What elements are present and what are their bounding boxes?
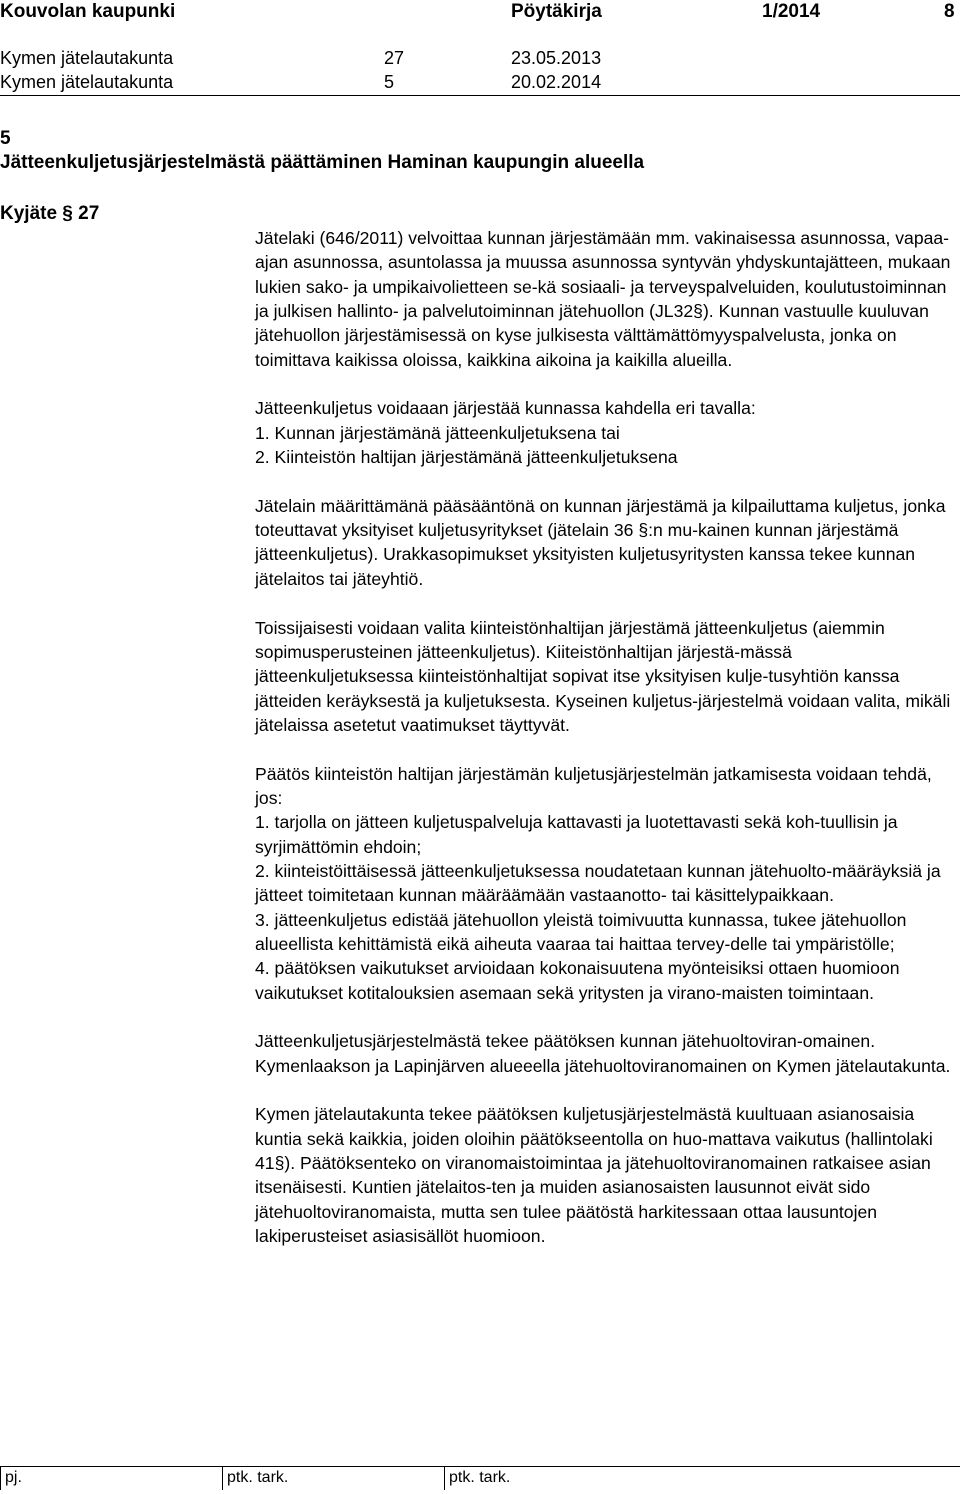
meta-row bbox=[0, 46, 960, 70]
footer-chair: pj. bbox=[0, 1466, 22, 1490]
body-paragraph: Jätelain määrittämänä pääsääntönä on kunnan järjestämä ja kilpailuttama kuljetus, jonka toteuttavat yksityiset kuljetusyritykset (jätelain 36 §:n mu-kainen kunnan järjestämä jätteenkuljetus). Urakkasopimukset yksityisten kuljetusyritysten kanssa tekee kunnan jätelaitos tai jäteyhtiö. bbox=[255, 495, 946, 589]
paragraph-gap bbox=[255, 737, 955, 761]
body-paragraph: 1. Kunnan järjestämänä jätteenkuljetuksena tai bbox=[255, 422, 620, 443]
paragraph-gap bbox=[255, 372, 955, 396]
document-number: 1/2014 bbox=[762, 1, 821, 22]
paragraph-gap bbox=[255, 591, 955, 615]
body-paragraph: 2. kiinteistöittäisessä jätteenkuljetuksessa noudatetaan kunnan jätehuolto-määräyksiä ja jätteet toimitetaan kunnan määräämään vastaanotto- tai käsittelypaikkaan. bbox=[255, 860, 941, 906]
body-paragraph: 4. päätöksen vaikutukset arvioidaan kokonaisuutena myönteisiksi ottaen huomioon vaikutukset kotitalouksien asemaan sekä yritysten ja virano-maisten toimintaan. bbox=[255, 958, 900, 1003]
section-number: 5 bbox=[0, 128, 11, 149]
meta-section: 5 bbox=[384, 72, 395, 92]
body-text bbox=[255, 226, 955, 1248]
meta-date: 20.02.2014 bbox=[511, 72, 602, 92]
meta-body: Kymen jätelautakunta bbox=[0, 48, 174, 68]
body-paragraph: Jätelaki (646/2011) velvoittaa kunnan järjestämään mm. vakinaisessa asunnossa, vapaa-ajan asunnossa, asuntolassa ja muussa asunnossa syntyvän yhdyskuntajätteen, mukaan lukien sako- ja umpikaivolietteen se-kä sosiaali- ja terveyspalveluiden, koulutustoiminnan ja julkisen hallinto- ja palvelutoiminnan jätehuollon (JL32§). Kunnan vastuulle kuuluvan jätehuollon järjestämisessä on kyse julkisesta välttämättömyyspalvelusta, jonka on toimittava kaikissa oloissa, kaikkina aikoina ja kaikilla alueilla. bbox=[255, 228, 951, 370]
meta-body: Kymen jätelautakunta bbox=[0, 72, 174, 92]
paragraph-gap bbox=[255, 1005, 955, 1029]
header-divider bbox=[0, 95, 960, 96]
city-name: Kouvolan kaupunki bbox=[0, 1, 176, 22]
body-paragraph: Kymen jätelautakunta tekee päätöksen kuljetusjärjestelmästä kuultuaan asianosaisia kuntia sekä kaikkia, joiden oloihin päätökseentolla on huo-mattava vaikutus (hallintolaki 41§). Päätöksenteko on viranomaistoimintaa ja jätehuoltoviranomainen ratkaisee asian itsenäisesti. Kuntien jätelaitos-ten ja muiden asianosaisten lausunnot eivät sido jätehuoltoviranomaista, mutta sen tulee päätöstä harkitessaan ottaa lausuntojen lakiperusteiset asiasisällöt huomioon. bbox=[255, 1104, 933, 1247]
body-paragraph: 1. tarjolla on jätteen kuljetuspalveluja kattavasti ja luotettavasti sekä koh-tuullisin ja syrjimättömin ehdoin; bbox=[255, 812, 898, 857]
meta-row bbox=[0, 70, 960, 94]
footer-checker-1: ptk. tark. bbox=[222, 1466, 288, 1490]
footer-checker-2: ptk. tark. bbox=[444, 1466, 510, 1490]
document-type: Pöytäkirja bbox=[511, 1, 602, 22]
body-paragraph: Toissijaisesti voidaan valita kiinteistönhaltijan järjestämä jätteenkuljetus (aiemmin sopimusperusteinen jätteenkuljetus). Kiiteistönhaltijan järjestä-mässä jätteenkuljetuksessa kiinteistönhaltijat sopivat itse yksityisen kulje-tusyhtiön kanssa jätteiden keräyksestä ja kuljetuksesta. Kyseinen kuljetus-järjestelmä voidaan valita, mikäli jätelaissa asetetut vaatimukset täyttyvät. bbox=[255, 617, 951, 735]
body-paragraph: Jätteenkuljetusjärjestelmästä tekee päätöksen kunnan jätehuoltoviran-omainen. Kymenlaakson ja Lapinjärven alueeella jätehuoltoviranomainen on Kymen jätelautakunta. bbox=[255, 1031, 951, 1076]
section-reference: Kyjäte § 27 bbox=[0, 203, 100, 224]
page-header bbox=[0, 0, 960, 24]
page-number: 8 bbox=[944, 1, 955, 22]
signature-footer bbox=[0, 1466, 960, 1494]
body-paragraph: 2. Kiinteistön haltijan järjestämänä jätteenkuljetuksena bbox=[255, 447, 678, 468]
section-title: Jätteenkuljetusjärjestelmästä päättäminen Haminan kaupungin alueella bbox=[0, 152, 645, 173]
body-paragraph: 3. jätteenkuljetus edistää jätehuollon yleistä toimivuutta kunnassa, tukee jätehuollon alueellista kehittämistä eikä aiheuta vaaraa tai haittaa tervey-delle tai ympäristölle; bbox=[255, 909, 907, 954]
body-paragraph: Jätteenkuljetus voidaaan järjestää kunnassa kahdella eri tavalla: bbox=[255, 398, 756, 419]
paragraph-gap bbox=[255, 469, 955, 493]
body-paragraph: Päätös kiinteistön haltijan järjestämän kuljetusjärjestelmän jatkamisesta voidaan tehdä, jos: bbox=[255, 763, 932, 808]
paragraph-gap bbox=[255, 1078, 955, 1102]
meta-date: 23.05.2013 bbox=[511, 48, 602, 68]
meta-section: 27 bbox=[384, 48, 405, 68]
